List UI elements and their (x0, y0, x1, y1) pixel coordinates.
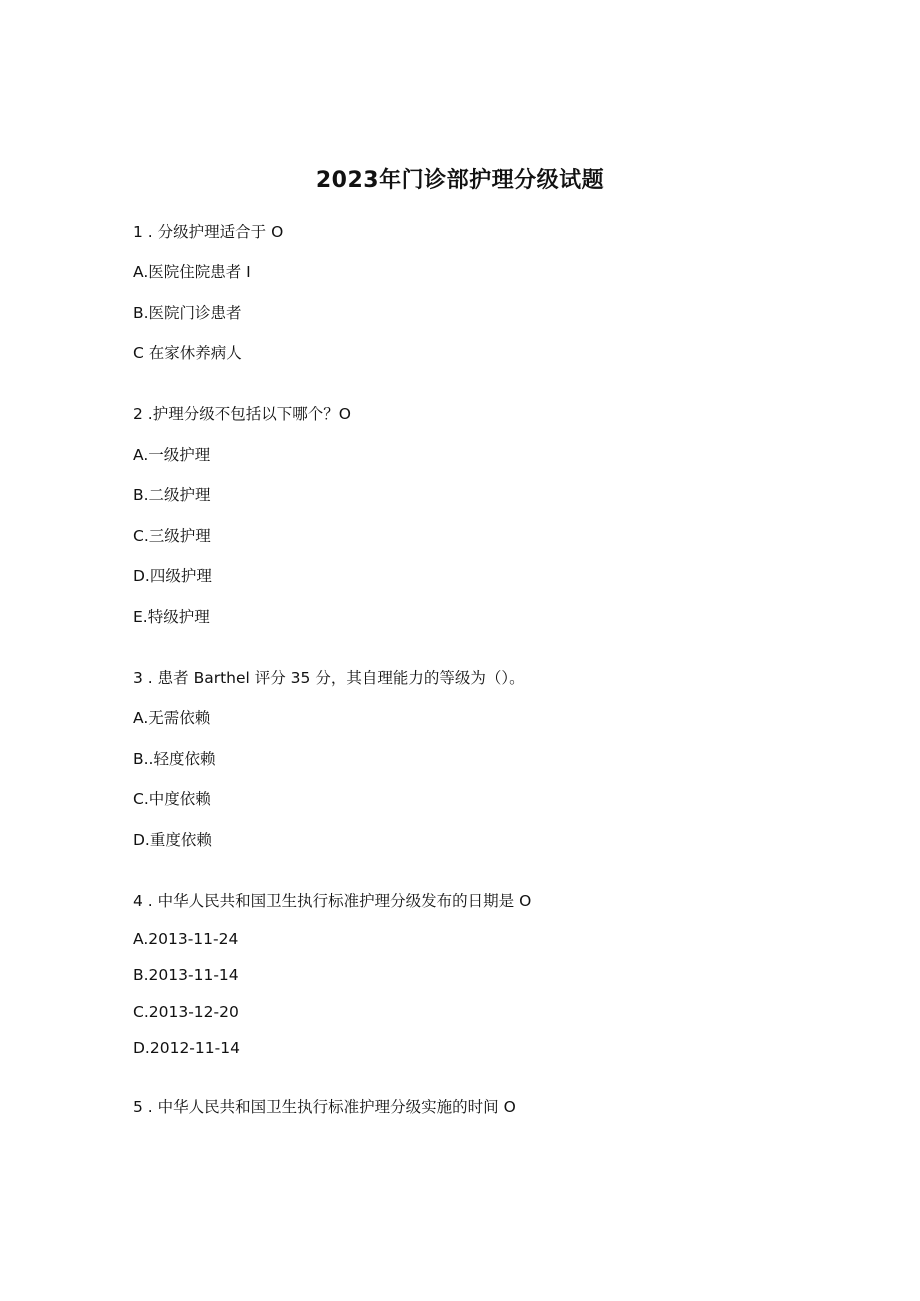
question-4-option-a: A.2013-11-24 (133, 930, 239, 948)
question-2-stem: 2 .护理分级不包括以下哪个？O (133, 405, 351, 423)
question-4-stem: 4 . 中华人民共和国卫生执行标准护理分级发布的日期是 O (133, 892, 532, 910)
question-1-option-c: C 在家休养病人 (133, 344, 242, 362)
question-2-option-e: E.特级护理 (133, 608, 210, 626)
question-1-option-a: A.医院住院患者 I (133, 263, 251, 281)
question-4-option-c: C.2013-12-20 (133, 1003, 239, 1021)
question-3-option-a: A.无需依赖 (133, 709, 211, 727)
question-5-stem: 5 . 中华人民共和国卫生执行标准护理分级实施的时间 O (133, 1098, 516, 1116)
page-title: 2023年门诊部护理分级试题 (315, 168, 605, 193)
question-4-option-b: B.2013-11-14 (133, 966, 239, 984)
question-2-option-a: A.一级护理 (133, 446, 211, 464)
question-1-option-b: B.医院门诊患者 (133, 304, 242, 322)
question-3-option-d: D.重度依赖 (133, 831, 212, 849)
question-4-option-d: D.2012-11-14 (133, 1039, 240, 1057)
question-3-option-c: C.中度依赖 (133, 790, 211, 808)
question-2-option-b: B.二级护理 (133, 486, 211, 504)
question-2-option-d: D.四级护理 (133, 567, 212, 585)
question-1-stem: 1 . 分级护理适合于 O (133, 223, 284, 241)
question-3-option-b: B..轻度依赖 (133, 750, 216, 768)
question-2-option-c: C.三级护理 (133, 527, 211, 545)
question-3-stem: 3 . 患者 Barthel 评分 35 分，其自理能力的等级为（）。 (133, 669, 525, 687)
